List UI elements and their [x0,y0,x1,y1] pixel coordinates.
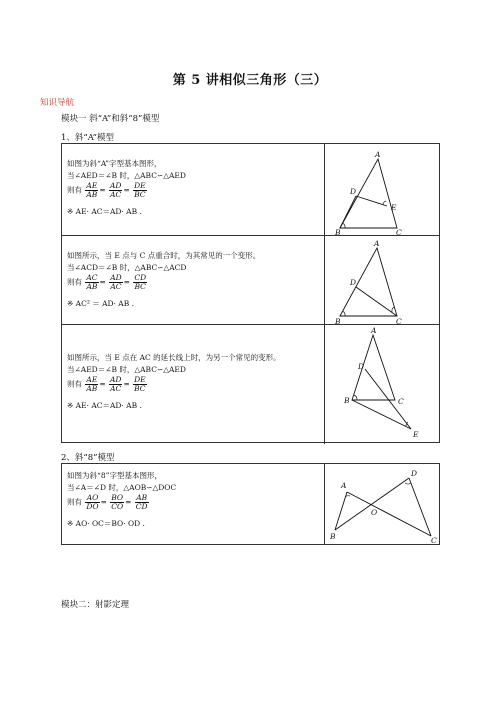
label-d: D [350,278,357,287]
table-row [62,325,439,444]
module-two-heading: 模块二：射影定理 [61,600,130,610]
a-model-variant-figure [325,236,441,325]
fraction: $\frac{AO}{DO}$ [86,493,99,511]
ratio-prefix: 则有 [67,277,82,287]
row-description: 如图所示，当 E 点在 AC 的延长线上时，为另一个常见的变形。 [67,353,281,362]
table-row [62,144,439,236]
fraction: $\frac{AB}{CD}$ [135,493,148,511]
ratio-prefix: 则有 [67,185,82,195]
label-b: B [344,396,350,405]
label-a: A [374,239,380,248]
row-text [67,352,281,412]
fraction: $\frac{AD}{AC}$ [110,181,122,199]
label-c: C [398,397,404,406]
fraction: $\frac{CD}{BC}$ [134,273,147,291]
fraction: $\frac{AE}{AB}$ [86,375,98,393]
row-ratio: 则有 $\frac{AE}{AB}$ = $\frac{AD}{AC}$ = $\frac{DE}{BC}$ [67,181,146,199]
row-conclusion: ※ AC² ＝ AD· AB . [67,299,134,308]
section-label: 知识导航 [40,98,75,108]
row-text [67,158,186,218]
row-conclusion: ※ AE· AC＝AD· AB . [67,401,142,410]
table-row [62,464,439,544]
label-d: D [358,362,365,371]
row-text [67,470,176,530]
row-description: 如图为斜“8”字型基本图形， [67,471,162,480]
page-title: 第 5 讲相似三角形（三） [172,73,328,88]
subsection-a-model: 1、斜“A”模型 [61,133,114,143]
row-ratio: 则有 $\frac{AO}{DO}$ = $\frac{BO}{CO}$ = $\frac{AB}{CD}$ [67,493,148,511]
ratio-prefix: 则有 [67,497,82,507]
fraction: $\frac{AD}{AC}$ [110,273,122,291]
row-condition: 当∠A＝∠D 时，△AOB∽△DOC [67,483,177,492]
a-model-extension-figure [325,325,441,444]
label-c: C [396,317,402,325]
a-model-table [61,143,440,443]
label-b: B [335,228,341,236]
a-model-figure [325,144,441,236]
label-e: E [413,430,419,439]
label-o: O [371,508,378,517]
label-d: D [411,469,418,478]
module-one-heading: 模块一 斜“A”和斜“8”模型 [61,114,160,124]
eight-model-table [61,463,440,545]
fraction: $\frac{DE}{BC}$ [134,181,146,199]
label-c: C [396,228,402,236]
label-d: D [350,187,357,196]
label-b: B [335,317,341,325]
fraction: $\frac{DE}{BC}$ [134,375,146,393]
fraction: $\frac{AD}{AC}$ [110,375,122,393]
row-conclusion: ※ AE· AC＝AD· AB . [67,207,142,216]
label-b: B [330,532,336,541]
label-e: E [391,203,397,212]
row-description: 如图为斜“A”字型基本图形， [67,159,162,168]
label-c: C [431,536,437,544]
fraction: $\frac{AE}{AB}$ [86,181,98,199]
row-conclusion: ※ AO· OC＝BO· OD . [67,519,145,528]
label-a: A [341,481,347,490]
row-description: 如图所示，当 E 点与 C 点重合时，为其常见的一个变形。 [67,251,261,260]
eight-model-figure [325,464,441,544]
row-ratio: 则有 $\frac{AE}{AB}$ = $\frac{AD}{AC}$ = $\frac{DE}{BC}$ [67,375,146,393]
table-row [62,236,439,325]
row-text [67,250,260,310]
fraction: $\frac{AC}{AB}$ [86,273,98,291]
subsection-eight-model: 2、斜“8”模型 [61,453,115,463]
row-condition: 当∠AED＝∠B 时，△ABC∽△AED [67,171,186,180]
label-a: A [375,150,381,159]
row-condition: 当∠ACD＝∠B 时，△ABC∽△ACD [67,263,187,272]
row-condition: 当∠AED＝∠B 时，△ABC∽△AED [67,365,186,374]
fraction: $\frac{BO}{CO}$ [111,493,124,511]
row-ratio: 则有 $\frac{AC}{AB}$ = $\frac{AD}{AC}$ = $\frac{CD}{BC}$ [67,273,147,291]
label-a: A [371,326,377,335]
ratio-prefix: 则有 [67,379,82,389]
